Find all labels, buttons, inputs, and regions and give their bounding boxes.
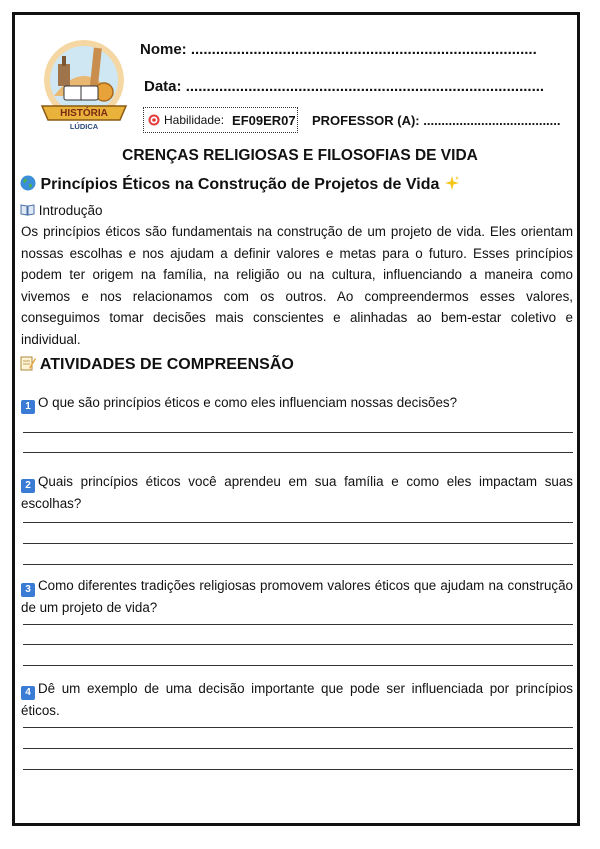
sparkles-icon [444, 175, 460, 191]
date-field[interactable] [144, 78, 560, 95]
question-text: Como diferentes tradições religiosas promovem valores éticos que ajudam na construção de um projeto de vida? [21, 578, 573, 615]
open-book-icon [20, 204, 35, 216]
question-text: Quais princípios éticos você aprendeu em sua família e como eles impactam suas escolhas? [21, 474, 573, 511]
question-number-badge: 4 [21, 686, 35, 700]
answer-line[interactable] [23, 624, 573, 625]
question-text: O que são princípios éticos e como eles influenciam nossas decisões? [38, 395, 458, 410]
answer-line[interactable] [23, 452, 573, 453]
name-label: Nome: [140, 41, 187, 58]
question-4 [21, 678, 573, 722]
historia-ludica-logo [34, 36, 134, 134]
teacher-label: PROFESSOR (A): [312, 113, 420, 128]
name-field[interactable] [140, 41, 560, 58]
section-subtitle [20, 175, 460, 194]
logo-text-ludica: LÚDICA [69, 122, 99, 131]
target-icon [148, 114, 160, 126]
date-label: Data: [144, 78, 182, 95]
answer-line[interactable] [23, 564, 573, 565]
answer-line[interactable] [23, 727, 573, 728]
answer-line[interactable] [23, 748, 573, 749]
subtitle-text: Princípios Éticos na Construção de Projetos de Vida [40, 176, 440, 193]
skill-box [143, 107, 298, 133]
question-2 [21, 471, 573, 515]
teacher-field[interactable] [312, 113, 561, 128]
intro-label-text: Introdução [38, 203, 103, 218]
answer-line[interactable] [23, 769, 573, 770]
globe-icon [20, 175, 36, 191]
answer-line[interactable] [23, 543, 573, 544]
activities-title [20, 355, 294, 374]
question-number-badge: 2 [21, 479, 35, 493]
teacher-dots: ...................................... [423, 113, 561, 128]
answer-line[interactable] [23, 522, 573, 523]
date-dots: ...................................................................................... [185, 78, 545, 95]
page-title: CRENÇAS RELIGIOSAS E FILOSOFIAS DE VIDA [122, 147, 478, 164]
intro-paragraph: Os princípios éticos são fundamentais na construção de um projeto de vida. Eles orientam nossas escolhas e nos ajudam a definir valores e metas para o futuro. Esses princípios podem ter origem na família, na religião ou na cultura, influenciando a maneira como vivemos e nos relacionamos com os outros. Ao compreendermos esses valores, conseguimos tomar decisões mais conscientes e alinhadas ao bem-estar coletivo e individual. [21, 224, 573, 347]
answer-line[interactable] [23, 665, 573, 666]
skill-code: EF09ER07 [232, 112, 296, 128]
logo-text-historia: HISTÓRIA [60, 108, 108, 119]
memo-icon [20, 355, 36, 371]
question-number-badge: 1 [21, 400, 35, 414]
answer-line[interactable] [23, 644, 573, 645]
question-text: Dê um exemplo de uma decisão importante que pode ser influenciada por princípios éticos. [21, 681, 573, 718]
intro-label [20, 203, 103, 218]
question-number-badge: 3 [21, 583, 35, 597]
question-1 [21, 392, 573, 414]
activities-title-text: ATIVIDADES DE COMPREENSÃO [39, 356, 294, 373]
question-3 [21, 575, 573, 619]
name-dots: ................................................................................... [190, 41, 537, 58]
answer-line[interactable] [23, 432, 573, 433]
skill-label: Habilidade: [164, 113, 225, 127]
